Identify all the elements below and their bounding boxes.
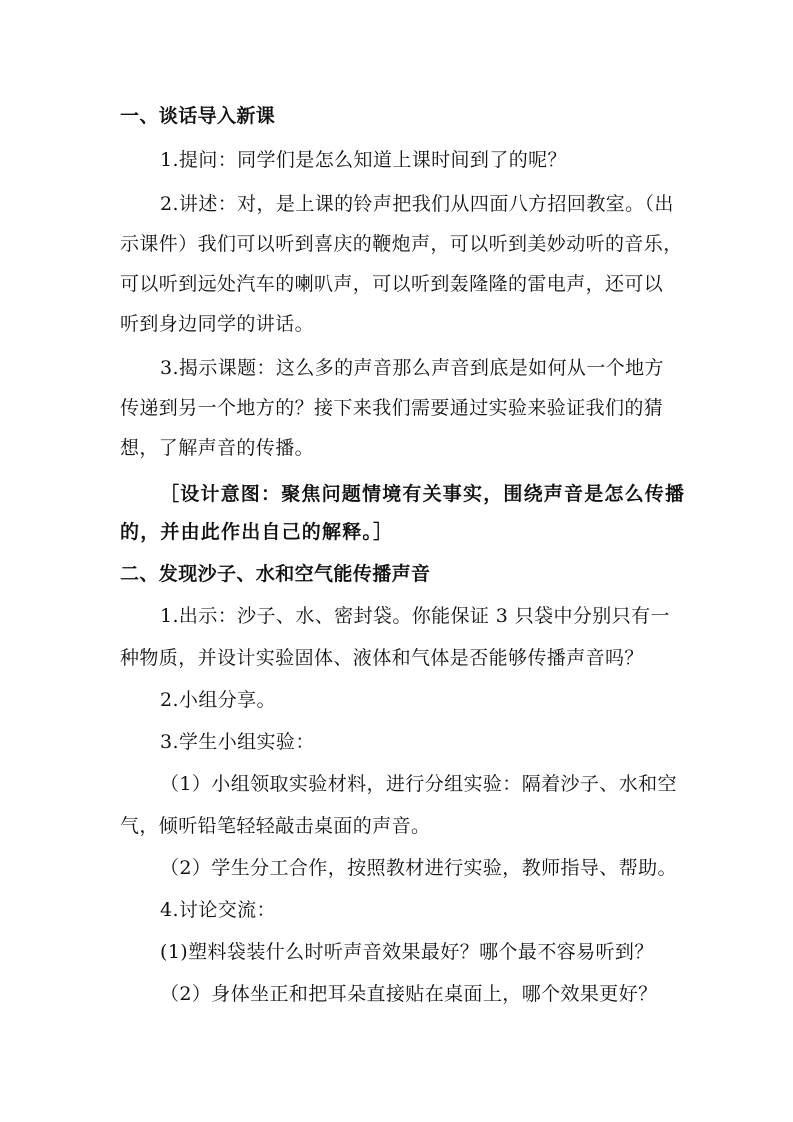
paragraph-line: 2.讲述：对，是上课的铃声把我们从四面八方招回教室。（出 bbox=[160, 193, 674, 215]
paragraph-line: 3.学生小组实验： bbox=[160, 731, 315, 753]
design-intent-note: 的，并由此作出自己的解释。］ bbox=[120, 521, 394, 543]
paragraph-line: 1.提问：同学们是怎么知道上课时间到了的呢？ bbox=[160, 149, 567, 171]
section-heading-2: 二、发现沙子、水和空气能传播声音 bbox=[120, 563, 431, 585]
paragraph-line: 示课件）我们可以听到喜庆的鞭炮声，可以听到美妙动听的音乐， bbox=[120, 233, 683, 255]
paragraph-line: 气，倾听铅笔轻轻敲击桌面的声音。 bbox=[120, 815, 431, 837]
paragraph-line: （2）身体坐正和把耳朵直接贴在桌面上，哪个效果更好？ bbox=[160, 983, 658, 1005]
paragraph-line: 想，了解声音的传播。 bbox=[120, 437, 315, 459]
paragraph-line: 种物质，并设计实验固体、液体和气体是否能够传播声音吗？ bbox=[120, 647, 644, 669]
paragraph-line: 3.揭示课题：这么多的声音那么声音到底是如何从一个地方 bbox=[160, 357, 664, 379]
paragraph-line: （2）学生分工合作，按照教材进行实验，教师指导、帮助。 bbox=[160, 857, 677, 879]
section-heading-1: 一、谈话导入新课 bbox=[120, 105, 276, 127]
paragraph-line: 听到身边同学的讲话。 bbox=[120, 313, 315, 335]
paragraph-line: 可以听到远处汽车的喇叭声，可以听到轰隆隆的雷电声，还可以 bbox=[120, 273, 664, 295]
paragraph-line: 2.小组分享。 bbox=[160, 689, 276, 711]
paragraph-line: 传递到另一个地方的？接下来我们需要通过实验来验证我们的猜 bbox=[120, 397, 664, 419]
paragraph-line: （1）小组领取实验材料，进行分组实验：隔着沙子、水和空 bbox=[160, 773, 677, 795]
design-intent-note: ［设计意图：聚焦问题情境有关事实，围绕声音是怎么传播 bbox=[160, 483, 686, 505]
paragraph-line: 1.出示：沙子、水、密封袋。你能保证 3 只袋中分别只有一 bbox=[160, 605, 670, 627]
paragraph-line: 4.讨论交流： bbox=[160, 899, 276, 921]
paragraph-line: (1)塑料袋装什么时听声音效果最好？哪个最不容易听到？ bbox=[160, 941, 654, 963]
